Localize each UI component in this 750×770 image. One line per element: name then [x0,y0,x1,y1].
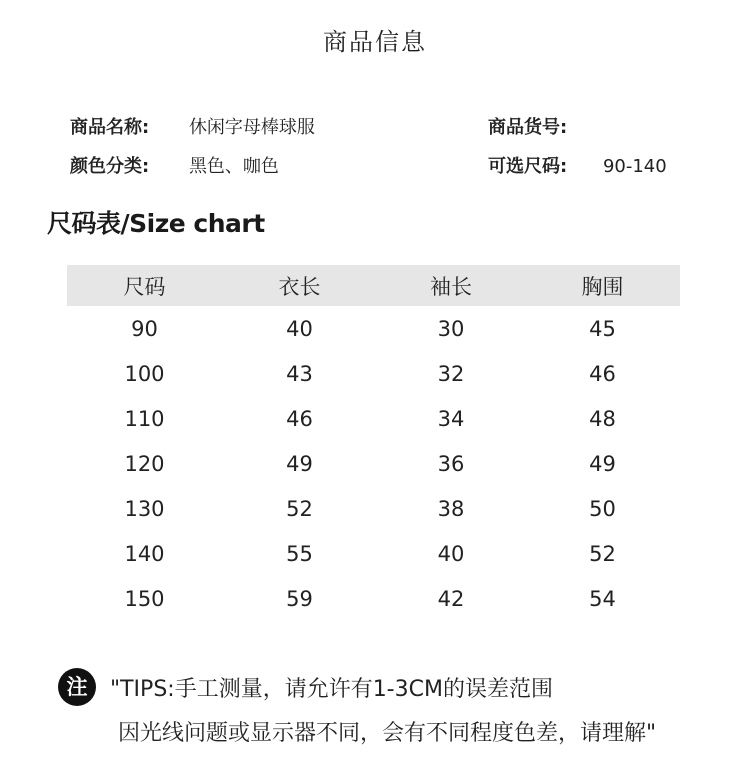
table-row [67,576,680,621]
header-chest: 胸围 [581,274,624,299]
cell-size: 150 [124,586,165,611]
page-title: 商品信息 [323,28,427,56]
product-name-value: 休闲字母棒球服 [188,117,315,138]
cell-sleeve: 32 [437,361,465,386]
cell-size: 140 [124,541,165,566]
cell-size: 130 [124,496,165,521]
product-name-label: 商品名称: [70,117,150,138]
note-badge-icon: 注 [58,668,96,706]
table-row [67,531,680,576]
cell-size: 100 [124,361,165,386]
header-length: 衣长 [278,274,321,299]
cell-sleeve: 34 [437,406,465,431]
cell-sleeve: 36 [437,451,465,476]
cell-length: 55 [286,541,313,566]
cell-length: 43 [286,361,313,386]
cell-length: 52 [286,496,313,521]
table-row [67,441,680,486]
size-chart-table [67,265,680,621]
size-chart-header-row [67,265,680,306]
header-sleeve: 袖长 [430,274,472,299]
table-row [67,396,680,441]
cell-length: 40 [286,316,313,341]
cell-chest: 49 [589,451,616,476]
table-row [67,351,680,396]
cell-sleeve: 42 [437,586,465,611]
color-options-label: 颜色分类: [70,156,150,177]
size-options-value: 90-140 [602,156,667,177]
color-options-value: 黑色、咖色 [188,156,279,177]
cell-length: 49 [286,451,313,476]
product-sku-row [488,113,597,139]
cell-sleeve: 30 [437,316,465,341]
tips-line-2: 因光线问题或显示器不同，会有不同程度色差，请理解" [118,721,657,746]
cell-chest: 52 [589,541,616,566]
table-row [67,486,680,531]
cell-chest: 46 [589,361,616,386]
product-name-row [70,113,315,139]
cell-length: 59 [286,586,313,611]
size-options-label: 可选尺码: [488,156,568,177]
size-options-row [488,152,667,178]
cell-size: 90 [131,316,158,341]
color-options-row [70,152,279,178]
cell-size: 120 [124,451,165,476]
header-size: 尺码 [123,274,166,299]
cell-sleeve: 38 [437,496,465,521]
cell-chest: 45 [589,316,616,341]
cell-chest: 48 [589,406,616,431]
cell-chest: 50 [589,496,616,521]
cell-chest: 54 [589,586,616,611]
table-row [67,306,680,351]
tips-line-1: "TIPS:手工测量，请允许有1-3CM的误差范围 [110,677,553,702]
size-chart-heading: 尺码表/Size chart [47,209,265,238]
product-sku-label: 商品货号: [488,117,568,138]
cell-sleeve: 40 [437,541,465,566]
cell-length: 46 [286,406,313,431]
cell-size: 110 [124,406,165,431]
